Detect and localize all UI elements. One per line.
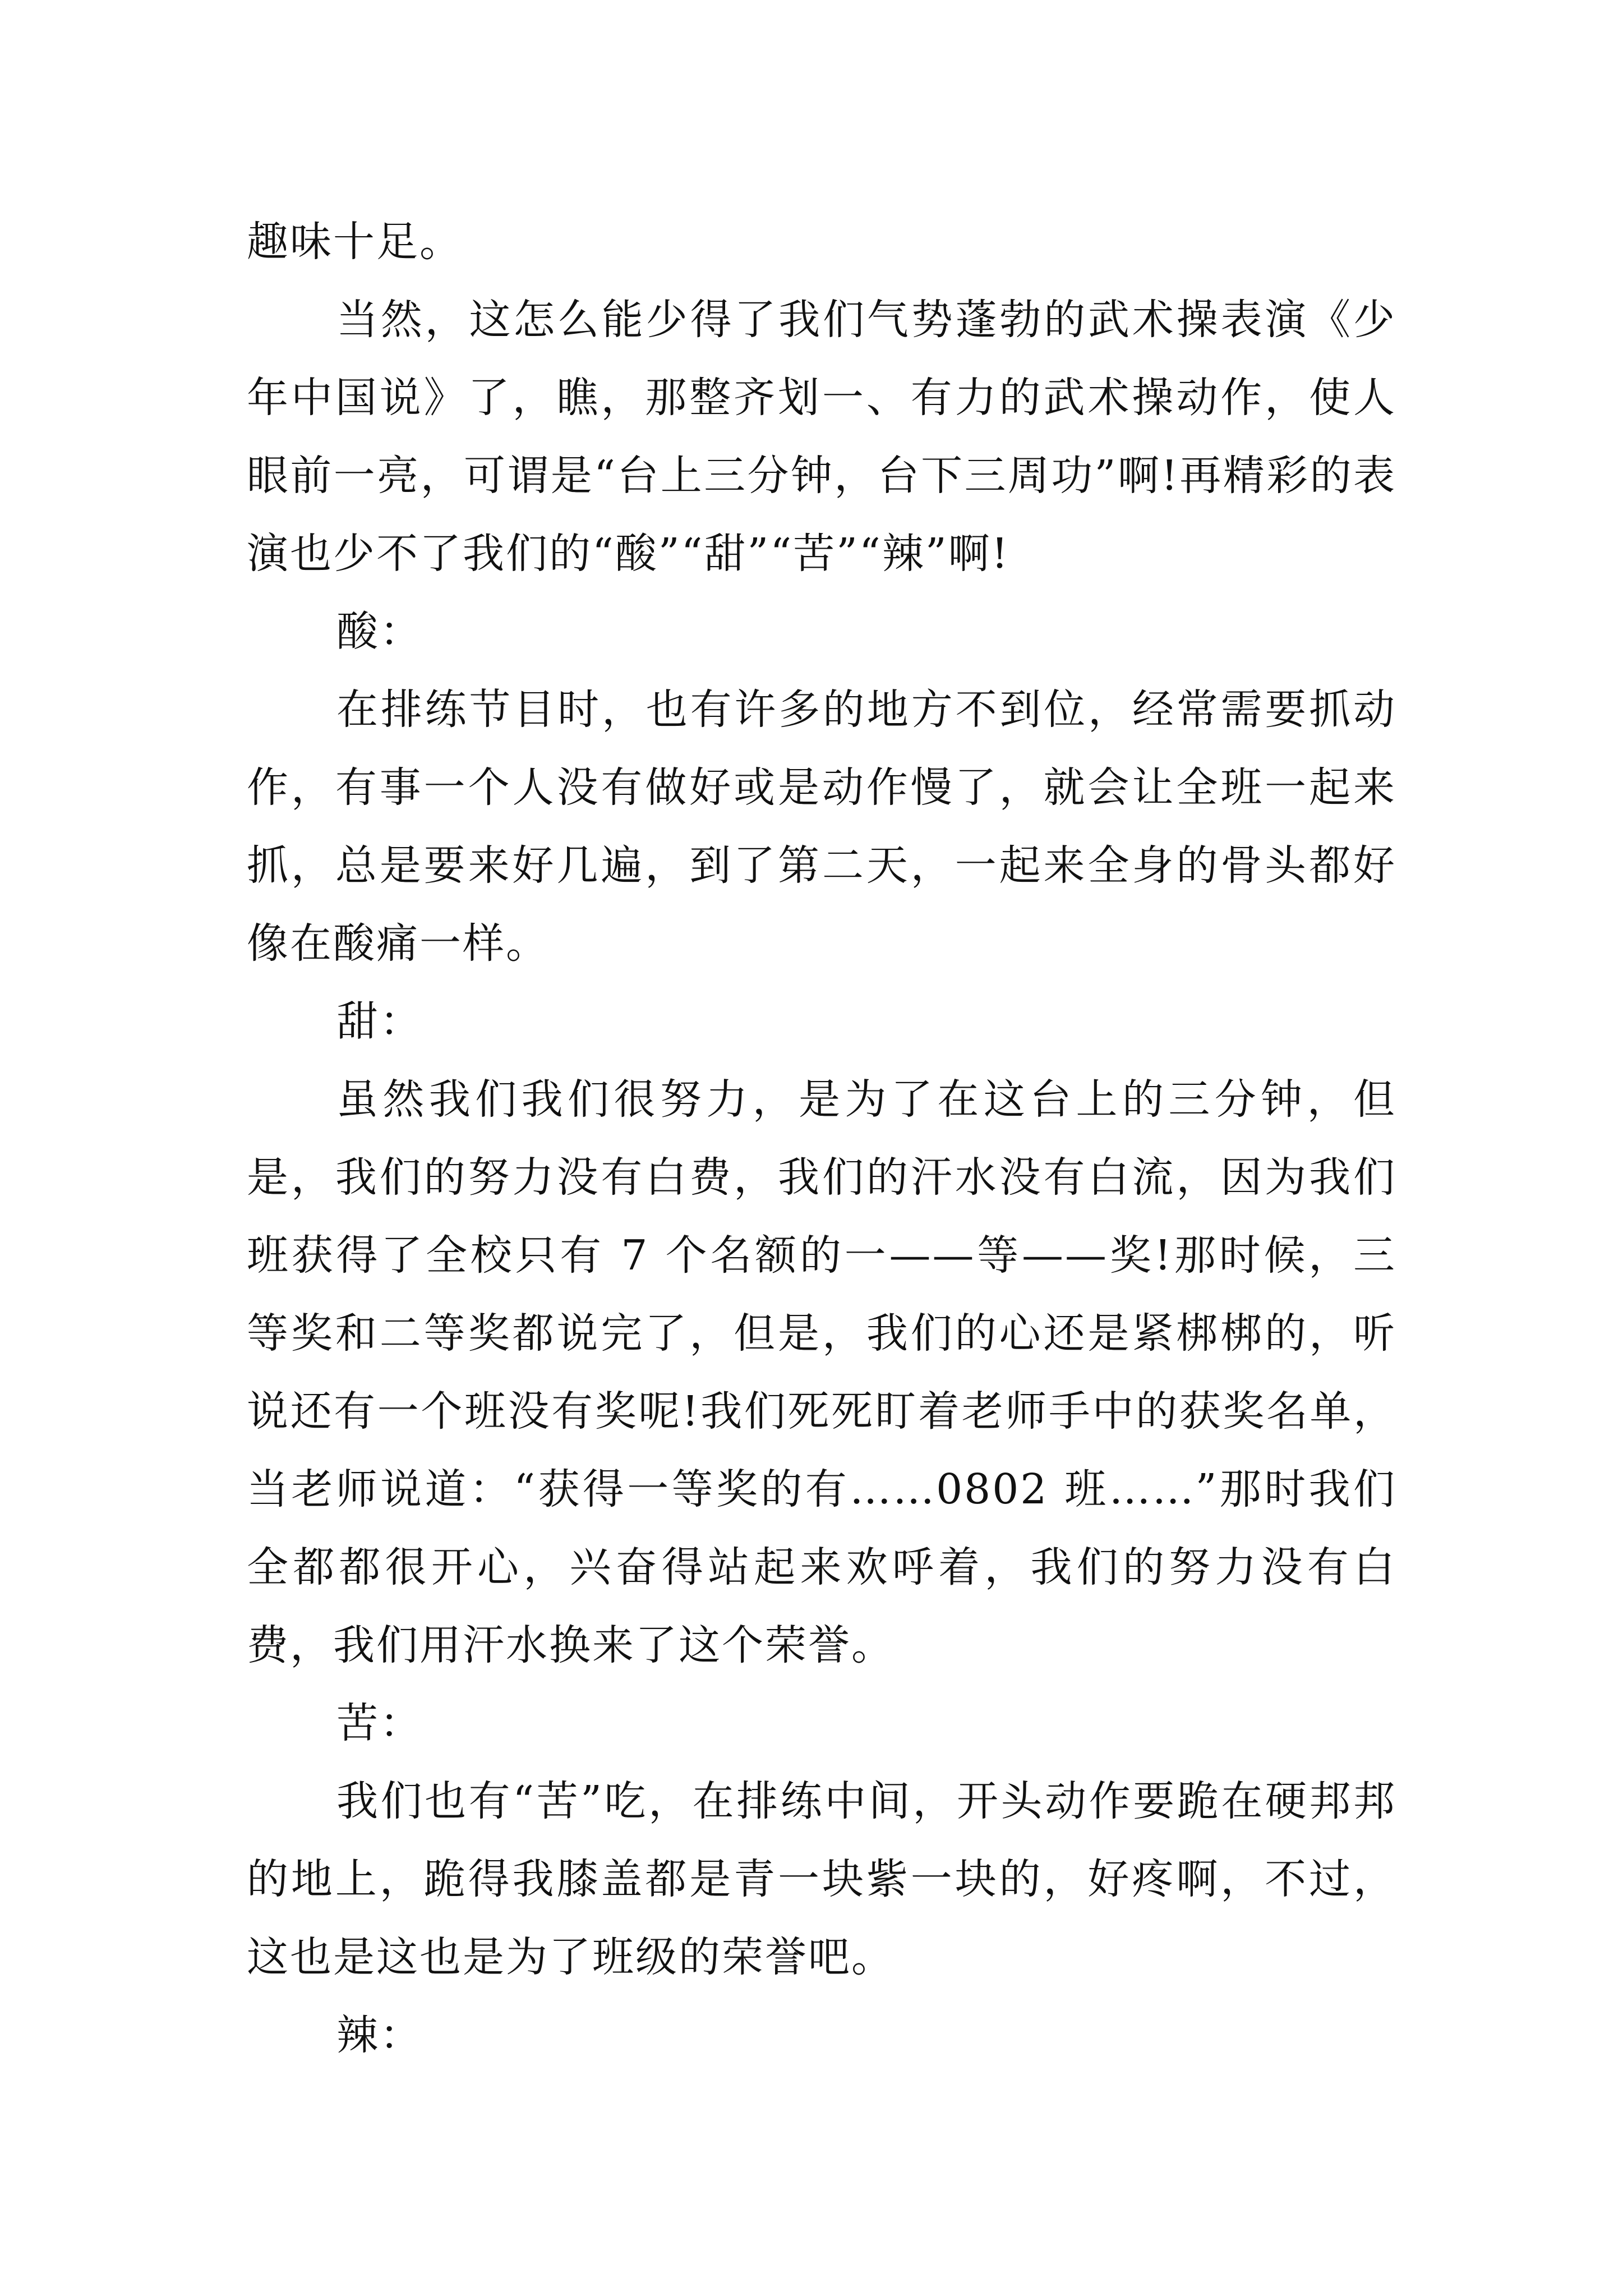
heading-spicy: 辣： xyxy=(336,2011,423,2059)
heading-bitter: 苦： xyxy=(336,1699,423,1747)
paragraph-performance: 当然，这怎么能少得了我们气势蓬勃的武术操表演《少年中国说》了，瞧，那整齐划一、有力的武术操动作，使人眼前一亮，可谓是“台上三分钟，台下三周功”啊!再精彩的表演也少不了我们的“酸”“甜”“苦”“辣”啊! xyxy=(247,296,1396,578)
paragraph-sour: 在排练节目时，也有许多的地方不到位，经常需要抓动作，有事一个人没有做好或是动作慢了，就会让全班一起来抓，总是要来好几遍，到了第二天，一起来全身的骨头都好像在酸痛一样。 xyxy=(247,685,1396,968)
heading-sweet: 甜： xyxy=(336,997,423,1046)
document-body xyxy=(247,203,1396,2074)
paragraph-bitter: 我们也有“苦”吃，在排练中间，开头动作要跪在硬邦邦的地上，跪得我膝盖都是青一块紫一块的，好疼啊，不过，这也是这也是为了班级的荣誉吧。 xyxy=(247,1777,1396,1981)
heading-sour: 酸： xyxy=(336,608,423,656)
paragraph-sweet: 虽然我们我们很努力，是为了在这台上的三分钟，但是，我们的努力没有白费，我们的汗水没有白流，因为我们班获得了全校只有 7 个名额的一——等——奖!那时候，三等奖和二等奖都说完了，但是，我们的心还是紧梆梆的，听说还有一个班没有奖呢!我们死死盯着老师手中的获奖名单，当老师说道：“获得一等奖的有……0802 班……”那时我们全都都很开心，兴奋得站起来欢呼着，我们的努力没有白费，我们用汗水换来了这个荣誉。 xyxy=(247,1075,1396,1669)
paragraph-continuation: 趣味十足。 xyxy=(247,218,463,266)
